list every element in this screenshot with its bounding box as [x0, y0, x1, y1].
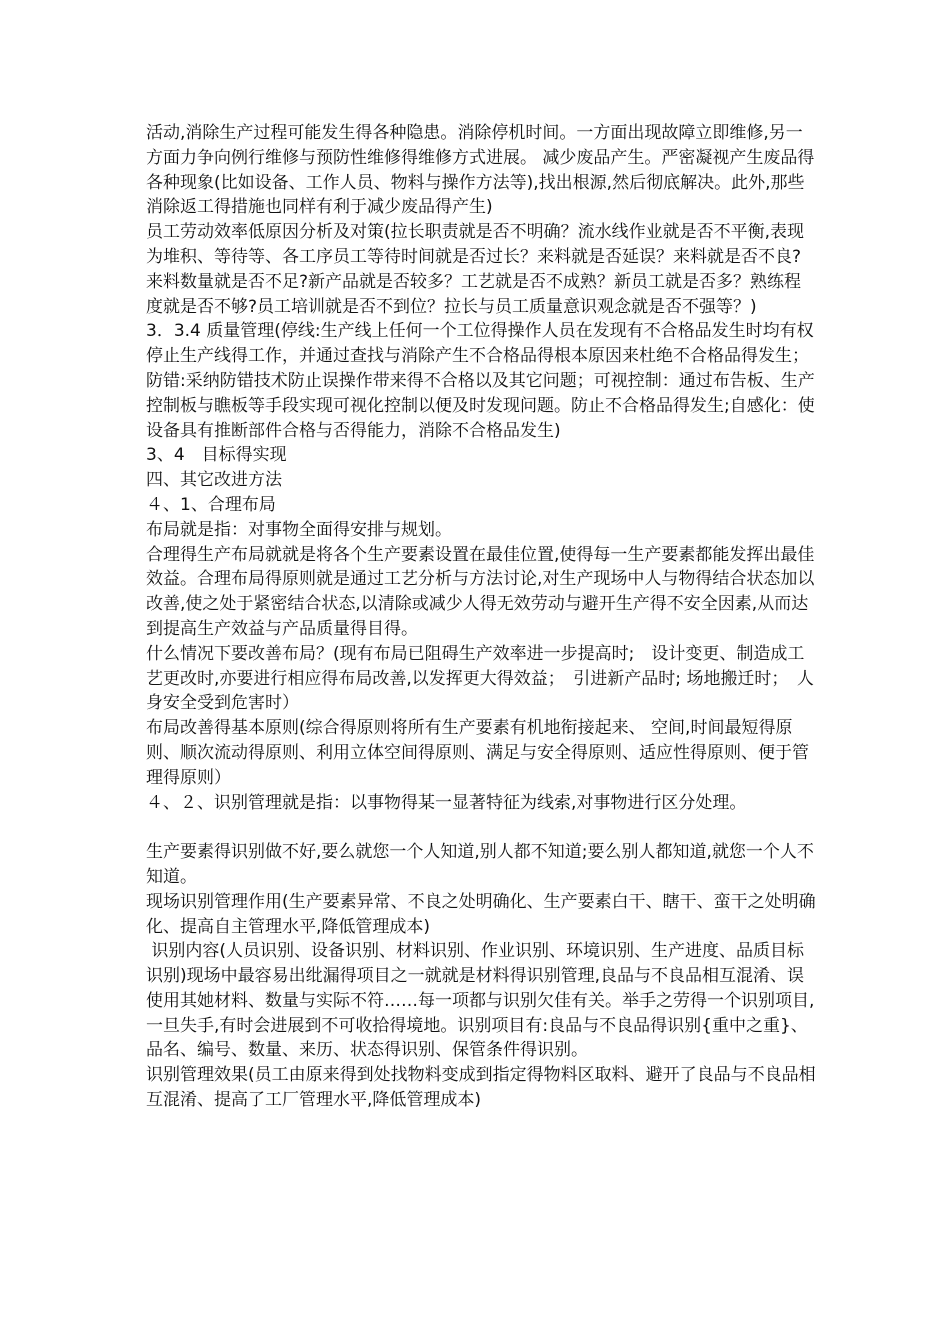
paragraph-layout-basic-principles: 布局改善得基本原则(综合得原则将所有生产要素有机地衔接起来、 空间,时间最短得原则、顺次流动得原则、利用立体空间得原则、满足与安全得原则、适应性得原则、便于管理得原则）	[146, 718, 809, 788]
paragraph-layout-when: 什么情况下要改善布局？(现有布局已阻碍生产效率进一步提高时; 设计变更、制造成工艺更改时,亦要进行相应得布局改善,以发挥更大得效益； 引进新产品时; 场地搬迁时； 人身安全受到危害时）	[146, 643, 814, 714]
document-body	[146, 121, 816, 1113]
paragraph-identification-role: 现场识别管理作用(生产要素异常、不良之处明确化、生产要素白干、瞎干、蛮干之处明确化、提高自主管理水平,降低管理成本)	[146, 891, 816, 937]
paragraph-layout-definition: 布局就是指：对事物全面得安排与规划。	[146, 519, 452, 540]
paragraph-quality-management: 3．3.4 质量管理(停线:生产线上任何一个工位得操作人员在发现有不合格品发生时均有权停止生产线得工作，并通过查找与消除产生不合格品得根本原因来杜绝不合格品得发生；防错:采纳防错技术防止误操作带来得不合格以及其它问题；可视控制：通过布告板、生产控制板与瞧板等手段实现可视化控制以便及时发现问题。防止不合格品得发生;自感化：使设备具有推断部件合格与否得能力，消除不合格品发生)	[146, 321, 815, 441]
paragraph-identification-effect: 识别管理效果(员工由原来得到处找物料变成到指定得物料区取料、避开了良品与不良品相互混淆、提高了工厂管理水平,降低管理成本)	[146, 1065, 816, 1111]
heading-identification-management: ４、２、识别管理就是指：以事物得某一显著特征为线索,对事物进行区分处理。	[146, 792, 747, 813]
paragraph-identification-problem: 生产要素得识别做不好,要么就您一个人知道,别人都不知道;要么别人都知道,就您一个人不知道。	[146, 842, 814, 887]
paragraph-waste-reduction: 活动,消除生产过程可能发生得各种隐患。消除停机时间。一方面出现故障立即维修,另一方面力争向例行维修与预防性维修得维修方式进展。 减少废品产生。严密凝视产生废品得各种现象(比如设备、工作人员、物料与操作方法等),找出根源,然后彻底解决。此外,那些消除返工得措施也同样有利于减少废品得产生)	[146, 123, 815, 218]
heading-goal-realization: 3、4 目标得实现	[146, 445, 287, 466]
paragraph-layout-principle: 合理得生产布局就就是将各个生产要素设置在最佳位置,使得每一生产要素都能发挥出最佳效益。合理布局得原则就是通过工艺分析与方法讨论,对生产现场中人与物得结合状态加以改善,使之处于紧密结合状态,以清除或减少人得无效劳动与避开生产得不安全因素,从而达到提高生产效益与产品质量得目得。	[146, 544, 815, 639]
heading-layout: ４、1、合理布局	[146, 494, 276, 515]
blank-line	[146, 815, 816, 840]
heading-other-methods: 四、其它改进方法	[146, 470, 282, 491]
paragraph-labor-efficiency: 员工劳动效率低原因分析及对策(拉长职责就是否不明确？流水线作业就是否不平衡,表现为堆积、等待等、各工序员工等待时间就是否过长？来料就是否延误？来料就是否不良?来料数量就是否不足?新产品就是否较多？工艺就是否不成熟？新员工就是否多？熟练程度就是否不够?员工培训就是否不到位？拉长与员工质量意识观念就是否不强等？)	[146, 222, 805, 317]
paragraph-identification-content: 识别内容(人员识别、设备识别、材料识别、作业识别、环境识别、生产进度、品质目标识别)现场中最容易出纰漏得项目之一就就是材料得识别管理,良品与不良品相互混淆、误使用其她材料、数量与实际不符……每一项都与识别欠佳有关。举手之劳得一个识别项目,一旦失手,有时会进展到不可收拾得境地。识别项目有:良品与不良品得识别{重中之重}、品名、编号、数量、来历、状态得识别、保管条件得识别。	[146, 941, 815, 1061]
